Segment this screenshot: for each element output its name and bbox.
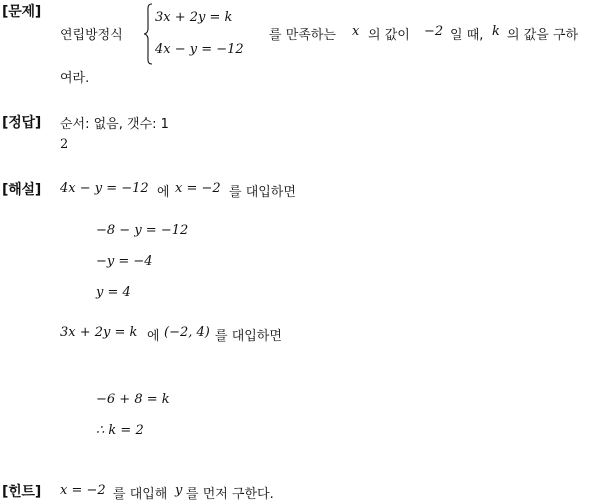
problem-condition-var-x: x — [352, 24, 360, 39]
system-equation-1: 3x + 2y = k — [155, 10, 233, 25]
hint-equation: x = −2 — [60, 483, 106, 498]
problem-condition-text-4: 의 값을 구하 — [507, 28, 579, 43]
hint-text-1: 를 대입해 — [113, 487, 168, 502]
solution-line-5: ∴ k = 2 — [96, 423, 144, 438]
solution-line-3: y = 4 — [96, 285, 131, 300]
hint-text-2: 를 먼저 구한다. — [186, 487, 274, 502]
solution-step1-equation: 4x − y = −12 — [60, 181, 149, 196]
problem-condition-text-2: 의 값이 — [368, 28, 410, 43]
answer-value: 2 — [60, 137, 69, 152]
solution-line-1: −8 − y = −12 — [96, 223, 189, 238]
solution-line-2: −y = −4 — [96, 254, 153, 269]
answer-meta: 순서: 없음, 갯수: 1 — [60, 117, 169, 132]
hint-var-y: y — [175, 483, 183, 498]
hint-label: [힌트] — [2, 484, 42, 500]
left-brace-icon — [143, 3, 153, 65]
problem-continuation: 여라. — [60, 71, 90, 86]
problem-condition-value: −2 — [424, 24, 444, 39]
solution-step1-text-1: 에 — [157, 185, 170, 200]
solution-step2-equation: 3x + 2y = k — [60, 325, 138, 340]
system-equation-2: 4x − y = −12 — [155, 42, 244, 57]
solution-line-4: −6 + 8 = k — [96, 392, 170, 407]
problem-condition-var-k: k — [492, 24, 500, 39]
problem-condition-text-1: 를 만족하는 — [269, 28, 336, 43]
solution-step1-text-2: 를 대입하면 — [229, 185, 296, 200]
solution-label: [해설] — [2, 182, 42, 198]
solution-step2-text-1: 에 — [147, 329, 160, 344]
solution-step1-substitution: x = −2 — [175, 181, 221, 196]
problem-label: [문제] — [2, 4, 42, 20]
answer-label: [정답] — [2, 115, 42, 131]
problem-lead-text: 연립방정식 — [60, 28, 123, 43]
problem-condition-text-3: 일 때, — [450, 28, 484, 43]
solution-step2-substitution: (−2, 4) — [164, 325, 210, 340]
solution-step2-text-2: 를 대입하면 — [215, 329, 282, 344]
